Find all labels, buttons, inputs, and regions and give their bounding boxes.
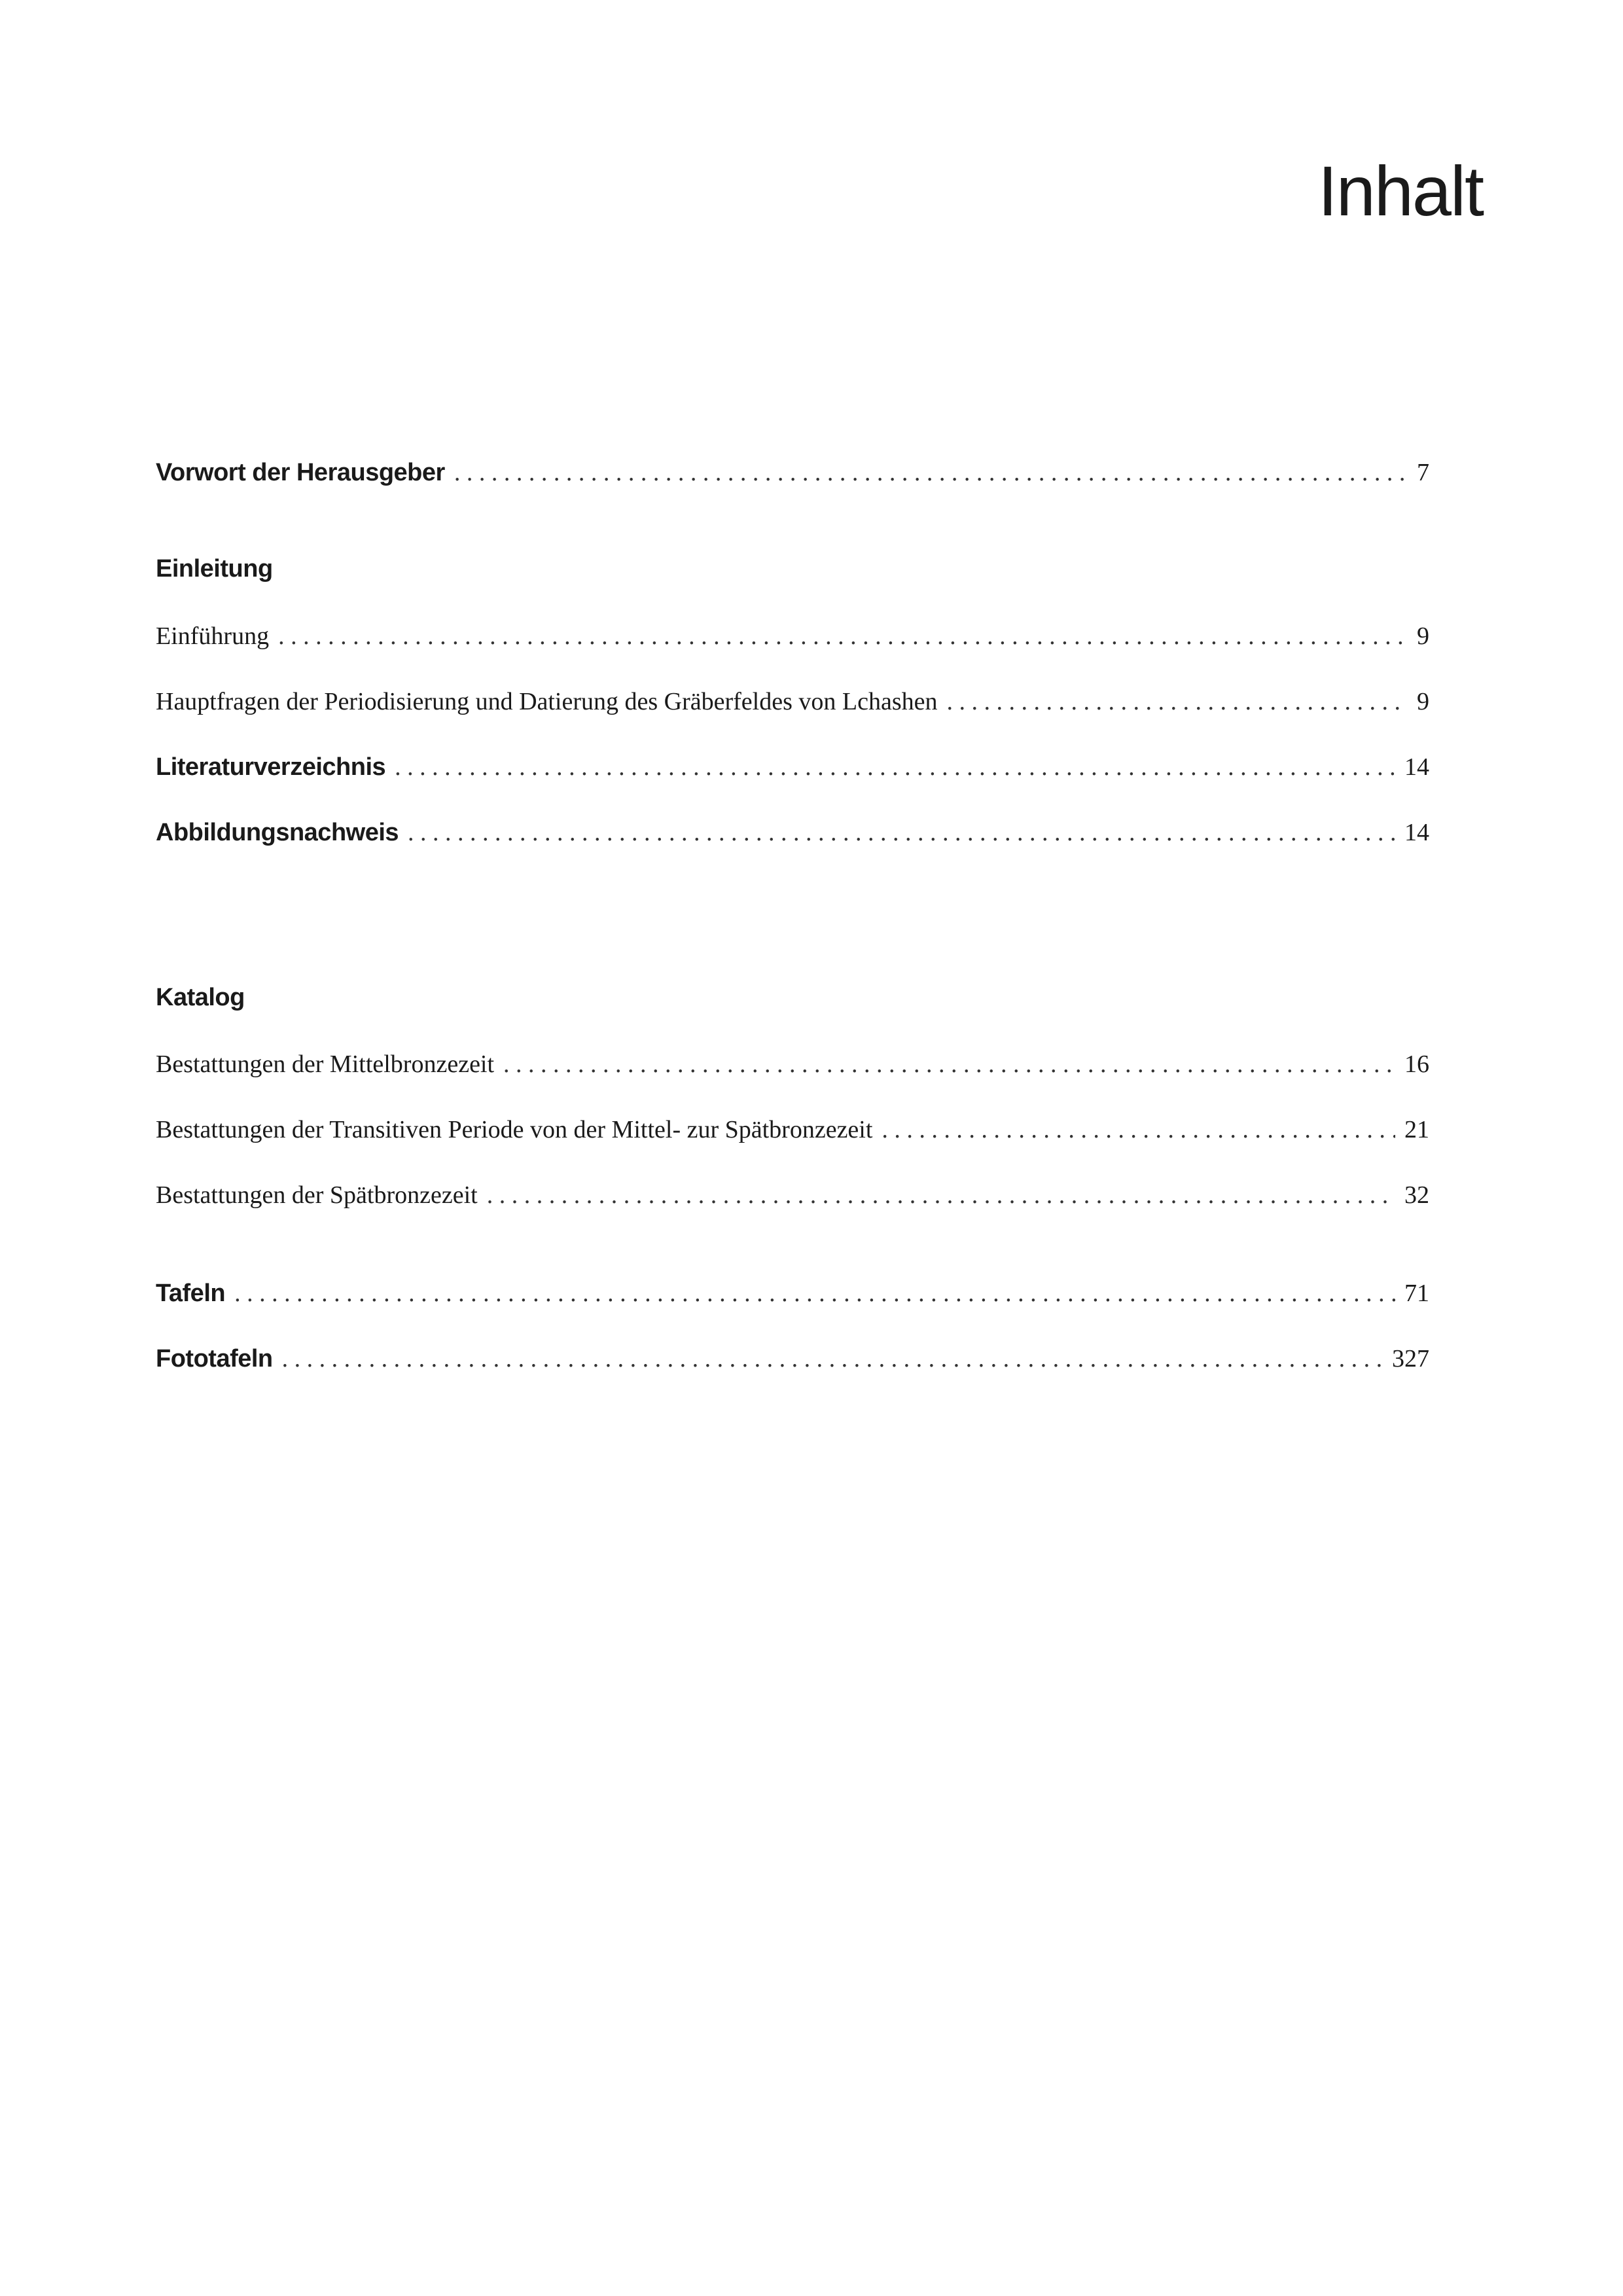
toc-page-number: 21 xyxy=(1404,1116,1429,1143)
toc-page-number: 9 xyxy=(1417,622,1429,650)
toc-entry-abbildungsnachweis[interactable] xyxy=(156,818,1429,847)
dot-leader xyxy=(282,1344,1383,1373)
toc-page-number: 71 xyxy=(1404,1280,1429,1307)
toc-entry-label: Hauptfragen der Periodisierung und Datierung des Gräberfeldes von Lchashen xyxy=(156,688,938,715)
toc-entry-label: Vorwort der Herausgeber xyxy=(156,459,445,486)
toc-entry-vorwort[interactable] xyxy=(156,458,1429,487)
toc-entry-literaturverzeichnis[interactable] xyxy=(156,753,1429,781)
toc-entry-fototafeln[interactable] xyxy=(156,1344,1429,1373)
toc-entry-transitive-periode[interactable] xyxy=(156,1115,1429,1144)
section-heading-katalog: Katalog xyxy=(156,984,245,1011)
dot-leader xyxy=(503,1050,1395,1079)
toc-page-number: 16 xyxy=(1404,1050,1429,1078)
toc-entry-label: Einführung xyxy=(156,622,270,650)
toc-page-number: 32 xyxy=(1404,1181,1429,1209)
toc-page-number: 14 xyxy=(1404,819,1429,846)
toc-entry-label: Abbildungsnachweis xyxy=(156,819,399,846)
dot-leader xyxy=(946,687,1408,716)
dot-leader xyxy=(395,753,1395,781)
dot-leader xyxy=(882,1115,1395,1144)
toc-entry-label: Bestattungen der Spätbronzezeit xyxy=(156,1181,478,1209)
section-heading-einleitung: Einleitung xyxy=(156,555,273,583)
toc-entry-mittelbronzezeit[interactable] xyxy=(156,1050,1429,1079)
toc-entry-einfuehrung[interactable] xyxy=(156,622,1429,651)
page-title: Inhalt xyxy=(1317,151,1483,230)
toc-entry-label: Bestattungen der Transitiven Periode von der Mittel- zur Spätbronzezeit xyxy=(156,1116,873,1143)
toc-page-number: 14 xyxy=(1404,753,1429,781)
toc-entry-label: Bestattungen der Mittelbronzezeit xyxy=(156,1050,495,1078)
dot-leader xyxy=(487,1181,1395,1210)
toc-entry-label: Literaturverzeichnis xyxy=(156,753,386,781)
dot-leader xyxy=(234,1279,1395,1308)
dot-leader xyxy=(454,458,1408,487)
toc-entry-label: Tafeln xyxy=(156,1280,226,1307)
toc-entry-spaetbronzezeit[interactable] xyxy=(156,1181,1429,1210)
toc-page-number: 9 xyxy=(1417,688,1429,715)
dot-leader xyxy=(278,622,1408,651)
toc-entry-label: Fototafeln xyxy=(156,1345,273,1372)
toc-entry-tafeln[interactable] xyxy=(156,1279,1429,1308)
dot-leader xyxy=(408,818,1395,847)
toc-page-number: 327 xyxy=(1392,1345,1429,1372)
toc-entry-hauptfragen[interactable] xyxy=(156,687,1429,716)
toc-page-number: 7 xyxy=(1417,459,1429,486)
